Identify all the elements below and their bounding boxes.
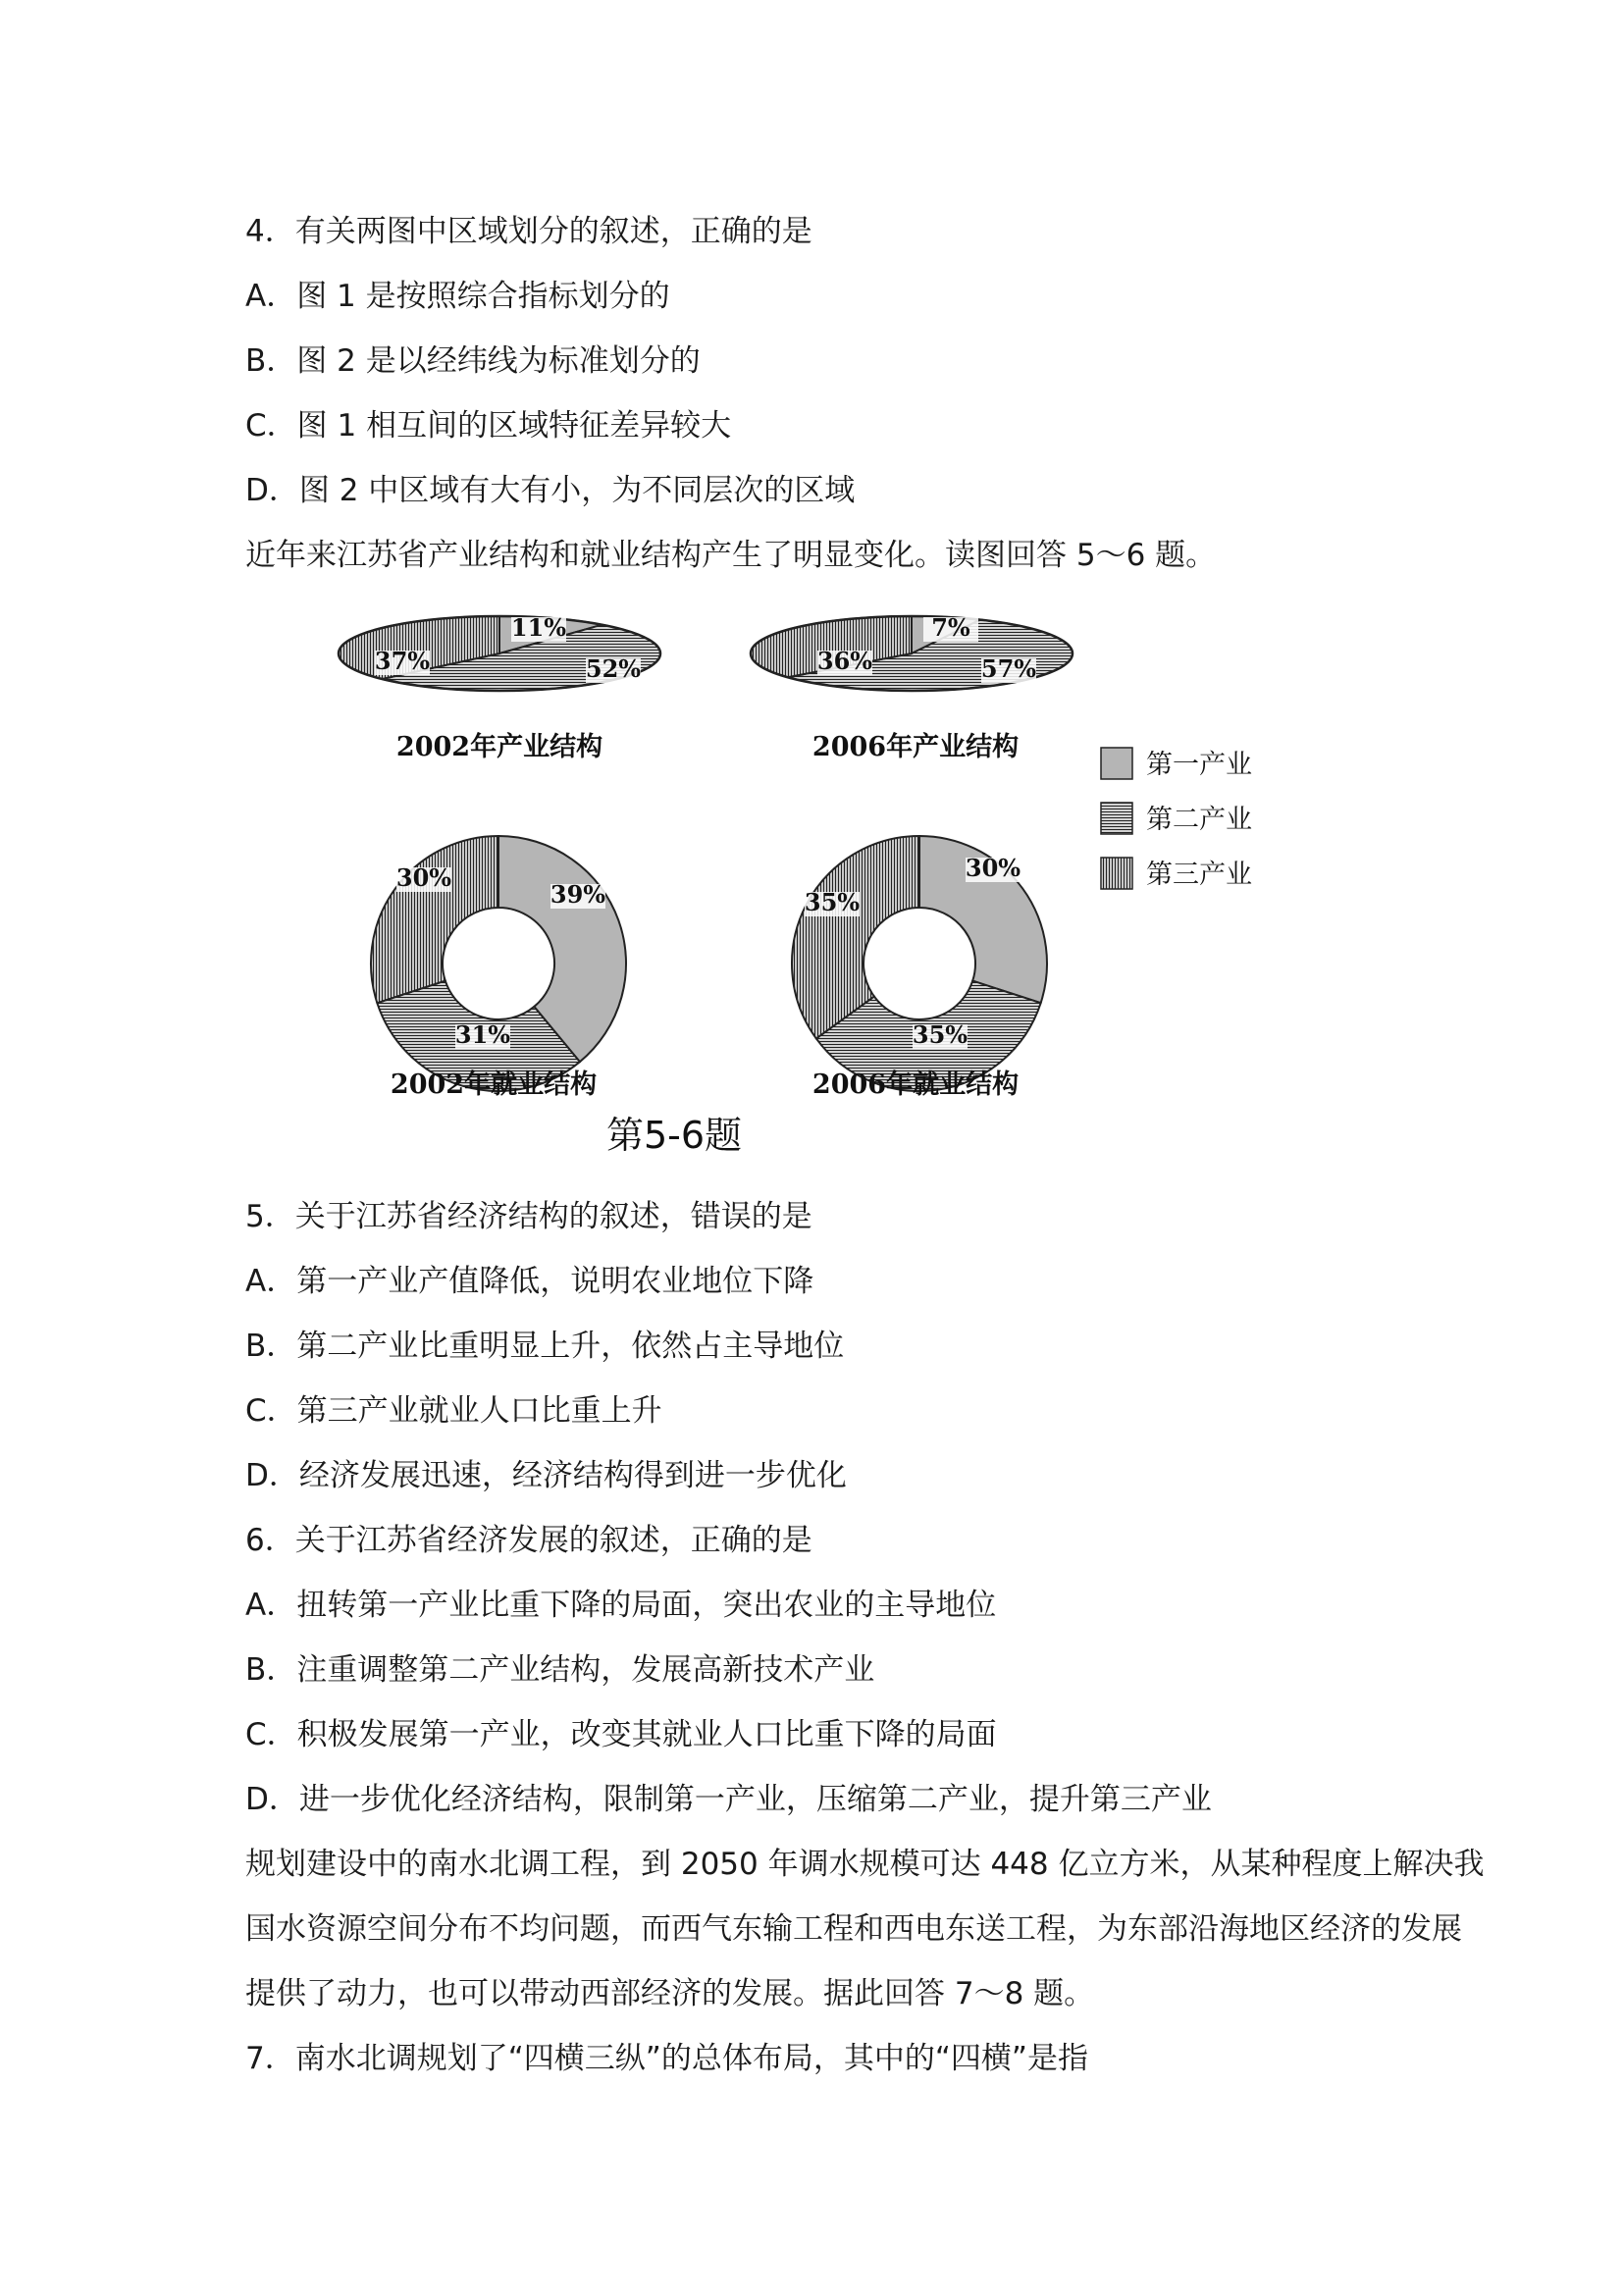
slice-label-tertiary: 30% xyxy=(395,863,452,892)
question-6-option-c: C．积极发展第一产业，改变其就业人口比重下降的局面 xyxy=(245,1717,997,1752)
question-5-option-b: B．第二产业比重明显上升，依然占主导地位 xyxy=(245,1329,845,1364)
slice-label-primary: 30% xyxy=(965,854,1021,882)
legend-label-tertiary: 第三产业 xyxy=(1146,860,1252,890)
slice-label-secondary: 57% xyxy=(980,654,1037,683)
caption-2006-employment: 2006年就业结构 xyxy=(812,1070,1020,1100)
slice-label-primary: 11% xyxy=(510,613,567,642)
slice-label-primary: 7% xyxy=(931,613,970,642)
question-5-option-a: A．第一产业产值降低，说明农业地位下降 xyxy=(245,1264,814,1299)
question-4-option-c: C．图 1 相互间的区域特征差异较大 xyxy=(245,408,732,444)
donut-2006-employment xyxy=(792,836,1047,1091)
slice-label-tertiary: 36% xyxy=(816,647,873,675)
slice-tertiary xyxy=(792,836,919,1038)
pie-2002-industry xyxy=(339,613,660,691)
question-6-option-a: A．扭转第一产业比重下降的局面，突出农业的主导地位 xyxy=(245,1588,997,1623)
slice-label-secondary: 35% xyxy=(912,1020,969,1049)
question-4-stem: 4．有关两图中区域划分的叙述，正确的是 xyxy=(245,214,812,249)
caption-2002-industry: 2002年产业结构 xyxy=(395,732,603,762)
intro-7-8-line-3: 提供了动力，也可以带动西部经济的发展。据此回答 7～8 题。 xyxy=(245,1976,1095,2011)
slice-tertiary xyxy=(371,836,498,1003)
pie-2006-industry xyxy=(751,613,1073,691)
legend-label-secondary: 第二产业 xyxy=(1146,805,1252,835)
slice-label-secondary: 31% xyxy=(454,1020,511,1049)
caption-2006-industry: 2006年产业结构 xyxy=(812,732,1020,762)
legend xyxy=(1101,748,1252,890)
question-5-option-d: D．经济发展迅速，经济结构得到进一步优化 xyxy=(245,1458,847,1493)
intro-7-8-line-2: 国水资源空间分布不均问题，而西气东输工程和西电东送工程，为东部沿海地区经济的发展 xyxy=(245,1911,1462,1947)
question-6-option-d: D．进一步优化经济结构，限制第一产业，压缩第二产业，提升第三产业 xyxy=(245,1782,1212,1817)
slice-label-secondary: 52% xyxy=(585,654,642,683)
legend-swatch-primary xyxy=(1101,748,1132,779)
intro-5-6: 近年来江苏省产业结构和就业结构产生了明显变化。读图回答 5～6 题。 xyxy=(245,538,1217,573)
question-4-option-d: D．图 2 中区域有大有小，为不同层次的区域 xyxy=(245,473,856,508)
question-5-stem: 5．关于江苏省经济结构的叙述，错误的是 xyxy=(245,1199,812,1234)
question-6-stem: 6．关于江苏省经济发展的叙述，正确的是 xyxy=(245,1523,812,1558)
legend-swatch-tertiary xyxy=(1101,858,1132,889)
intro-7-8-line-1: 规划建设中的南水北调工程，到 2050 年调水规模可达 448 亿立方米，从某种程度上解决我 xyxy=(245,1847,1485,1882)
slice-label-tertiary: 35% xyxy=(804,888,861,916)
slice-label-tertiary: 37% xyxy=(374,647,431,675)
industry-employment-figure xyxy=(334,599,1315,1168)
legend-label-primary: 第一产业 xyxy=(1146,750,1252,780)
figure-title: 第5-6题 xyxy=(605,1114,743,1157)
legend-swatch-secondary xyxy=(1101,803,1132,834)
caption-2002-employment: 2002年就业结构 xyxy=(390,1070,598,1100)
question-6-option-b: B．注重调整第二产业结构，发展高新技术产业 xyxy=(245,1652,875,1688)
question-5-option-c: C．第三产业就业人口比重上升 xyxy=(245,1393,662,1429)
question-4-option-a: A．图 1 是按照综合指标划分的 xyxy=(245,279,670,314)
slice-label-primary: 39% xyxy=(550,880,606,909)
question-4-option-b: B．图 2 是以经纬线为标准划分的 xyxy=(245,343,701,379)
question-7-stem: 7．南水北调规划了“四横三纵”的总体布局，其中的“四横”是指 xyxy=(245,2041,1088,2076)
donut-2002-employment xyxy=(371,836,626,1091)
